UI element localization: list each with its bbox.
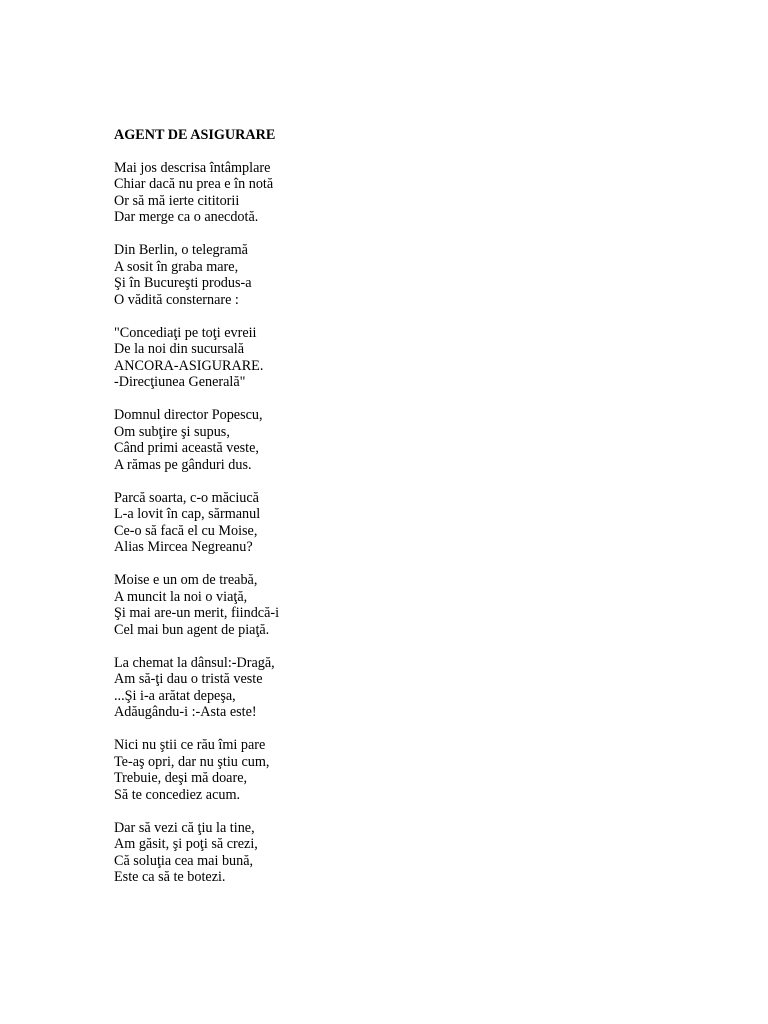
poem-line: De la noi din sucursală <box>114 341 245 357</box>
poem-line: Din Berlin, o telegramă <box>114 242 248 258</box>
stanza <box>114 737 714 803</box>
poem-line: A rămas pe gânduri dus. <box>114 456 252 473</box>
poem-line: Dar merge ca o anecdotă. <box>114 209 259 225</box>
poem-line: Nici nu ştii ce rău îmi pare <box>114 737 266 753</box>
stanza <box>114 242 714 308</box>
poem-title: AGENT DE ASIGURARE <box>114 127 276 143</box>
poem-line: Să te concediez acum. <box>114 786 241 803</box>
poem-line: Când primi această veste, <box>114 440 259 456</box>
poem-line: Mai jos descrisa întâmplare <box>114 159 271 176</box>
stanza <box>114 655 714 721</box>
poem-line: "Concediaţi pe toţi evreii <box>114 324 257 341</box>
poem-line: O vădită consternare : <box>114 291 239 308</box>
poem-line: Moise e un om de treabă, <box>114 572 258 588</box>
poem-line: A muncit la noi o viaţă, <box>114 588 248 605</box>
poem-line: Că soluţia cea mai bună, <box>114 852 254 869</box>
stanza <box>114 325 714 391</box>
poem-line: Domnul director Popescu, <box>114 407 263 423</box>
stanza <box>114 407 714 473</box>
poem-line: La chemat la dânsul:-Dragă, <box>114 654 275 671</box>
poem-line: Şi în Bucureşti produs-a <box>114 275 252 291</box>
poem-line: Adăugându-i :-Asta este! <box>114 704 257 720</box>
stanza <box>114 490 714 556</box>
poem-line: -Direcţiunea Generală" <box>114 374 246 390</box>
poem-line: Am găsit, şi poţi să crezi, <box>114 836 258 852</box>
poem-line: Şi mai are-un merit, fiindcă-i <box>114 605 280 621</box>
poem-line: Cel mai bun agent de piaţă. <box>114 621 270 638</box>
poem-line: Chiar dacă nu prea e în notă <box>114 176 274 192</box>
poem-line: Dar să vezi că ţiu la tine, <box>114 819 255 836</box>
poem-line: Alias Mircea Negreanu? <box>114 539 253 555</box>
poem-line: A sosit în graba mare, <box>114 258 239 275</box>
stanza <box>114 820 714 886</box>
stanza <box>114 572 714 638</box>
stanza <box>114 160 714 226</box>
poem-line: L-a lovit în cap, sărmanul <box>114 506 261 522</box>
poem-line: ...Şi i-a arătat depeşa, <box>114 687 236 704</box>
poem-line: Om subţire şi supus, <box>114 423 230 440</box>
poem-line: Parcă soarta, c-o măciucă <box>114 489 259 506</box>
poem-line: Ce-o să facă el cu Moise, <box>114 522 258 539</box>
poem-line: Am să-ţi dau o tristă veste <box>114 671 263 687</box>
poem-line: Te-aş opri, dar nu ştiu cum, <box>114 753 270 770</box>
poem-line: ANCORA-ASIGURARE. <box>114 357 264 374</box>
poem-line: Este ca să te botezi. <box>114 869 226 885</box>
poem-line: Trebuie, deşi mă doare, <box>114 770 248 786</box>
poem-line: Or să mă ierte cititorii <box>114 192 240 209</box>
poem <box>114 127 714 902</box>
